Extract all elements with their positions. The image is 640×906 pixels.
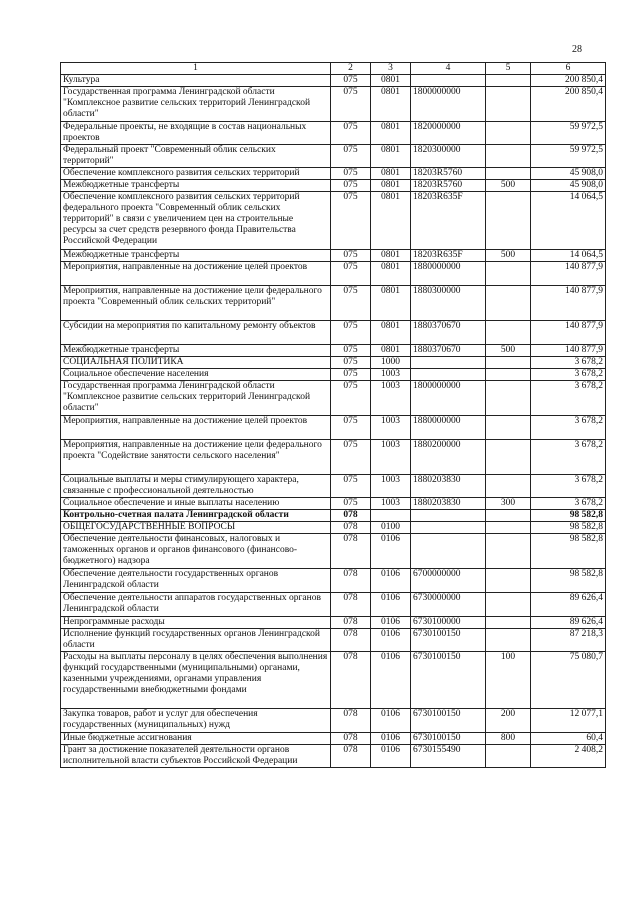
row-expense-type bbox=[486, 87, 531, 122]
row-section-code: 0801 bbox=[371, 192, 411, 250]
row-amount: 60,4 bbox=[531, 733, 606, 745]
row-amount: 59 972,5 bbox=[531, 145, 606, 168]
row-gr-code: 075 bbox=[331, 357, 371, 369]
row-gr-code: 078 bbox=[331, 593, 371, 617]
row-expense-type bbox=[486, 475, 531, 498]
row-section-code: 0106 bbox=[371, 709, 411, 733]
row-section-code: 0106 bbox=[371, 745, 411, 768]
table-row bbox=[61, 122, 606, 145]
table-row bbox=[61, 145, 606, 168]
row-gr-code: 075 bbox=[331, 87, 371, 122]
row-expense-type bbox=[486, 745, 531, 768]
row-section-code: 0106 bbox=[371, 733, 411, 745]
row-section-code: 1003 bbox=[371, 381, 411, 416]
row-target-code: 1820000000 bbox=[411, 122, 486, 145]
table-row bbox=[61, 321, 606, 345]
row-amount: 59 972,5 bbox=[531, 122, 606, 145]
row-amount: 3 678,2 bbox=[531, 369, 606, 381]
row-gr-code: 075 bbox=[331, 168, 371, 180]
row-target-code: 1880200000 bbox=[411, 440, 486, 475]
row-amount: 98 582,8 bbox=[531, 534, 606, 569]
table-header-row bbox=[61, 63, 606, 75]
row-target-code: 1880000000 bbox=[411, 416, 486, 440]
row-section-code: 0106 bbox=[371, 534, 411, 569]
row-name: Межбюджетные трансферты bbox=[61, 345, 331, 357]
row-target-code bbox=[411, 522, 486, 534]
row-target-code: 1880203830 bbox=[411, 475, 486, 498]
row-section-code: 1000 bbox=[371, 357, 411, 369]
column-header: 6 bbox=[531, 63, 606, 75]
row-section-code: 1003 bbox=[371, 498, 411, 510]
row-expense-type bbox=[486, 440, 531, 475]
row-target-code bbox=[411, 357, 486, 369]
row-section-code: 0801 bbox=[371, 168, 411, 180]
row-name: Непрограммные расходы bbox=[61, 617, 331, 629]
page-number: 28 bbox=[572, 44, 582, 55]
table-row bbox=[61, 510, 606, 522]
row-gr-code: 075 bbox=[331, 192, 371, 250]
column-header: 2 bbox=[331, 63, 371, 75]
row-name: Социальные выплаты и меры стимулирующего характера, связанные с профессиональной деятельностью bbox=[61, 475, 331, 498]
row-name: Исполнение функций государственных органов Ленинградской области bbox=[61, 629, 331, 652]
table-row bbox=[61, 345, 606, 357]
row-section-code: 0801 bbox=[371, 345, 411, 357]
row-target-code: 6730100150 bbox=[411, 652, 486, 709]
row-expense-type: 500 bbox=[486, 180, 531, 192]
table-row bbox=[61, 652, 606, 709]
column-header: 3 bbox=[371, 63, 411, 75]
table-row bbox=[61, 498, 606, 510]
table-row bbox=[61, 629, 606, 652]
row-amount: 3 678,2 bbox=[531, 475, 606, 498]
row-gr-code: 075 bbox=[331, 498, 371, 510]
row-gr-code: 075 bbox=[331, 345, 371, 357]
row-expense-type bbox=[486, 629, 531, 652]
row-target-code bbox=[411, 75, 486, 87]
row-amount: 75 080,7 bbox=[531, 652, 606, 709]
row-amount: 200 850,4 bbox=[531, 75, 606, 87]
row-amount: 98 582,8 bbox=[531, 522, 606, 534]
row-amount: 3 678,2 bbox=[531, 357, 606, 369]
row-section-code: 0100 bbox=[371, 522, 411, 534]
table-row bbox=[61, 262, 606, 286]
row-target-code: 6730100000 bbox=[411, 617, 486, 629]
table-row bbox=[61, 534, 606, 569]
row-amount: 14 064,5 bbox=[531, 192, 606, 250]
row-amount: 45 908,0 bbox=[531, 168, 606, 180]
table-body bbox=[61, 75, 606, 768]
row-expense-type bbox=[486, 617, 531, 629]
row-gr-code: 078 bbox=[331, 709, 371, 733]
row-name: Межбюджетные трансферты bbox=[61, 180, 331, 192]
column-header: 4 bbox=[411, 63, 486, 75]
row-expense-type bbox=[486, 122, 531, 145]
row-target-code: 18203R635F bbox=[411, 250, 486, 262]
row-target-code bbox=[411, 510, 486, 522]
row-section-code: 1003 bbox=[371, 440, 411, 475]
row-target-code: 6700000000 bbox=[411, 569, 486, 593]
row-name: Государственная программа Ленинградской области "Комплексное развитие сельских территорий Ленинградской области" bbox=[61, 381, 331, 416]
row-name: Федеральные проекты, не входящие в состав национальных проектов bbox=[61, 122, 331, 145]
row-name: Закупка товаров, работ и услуг для обеспечения государственных (муниципальных) нужд bbox=[61, 709, 331, 733]
row-target-code: 1800000000 bbox=[411, 381, 486, 416]
table-row bbox=[61, 180, 606, 192]
row-section-code: 0801 bbox=[371, 286, 411, 321]
row-amount: 12 077,1 bbox=[531, 709, 606, 733]
row-name: Обеспечение деятельности финансовых, налоговых и таможенных органов и органов финансового (финансово-бюджетного) надзора bbox=[61, 534, 331, 569]
row-amount: 200 850,4 bbox=[531, 87, 606, 122]
row-target-code: 18203R5760 bbox=[411, 180, 486, 192]
row-gr-code: 078 bbox=[331, 510, 371, 522]
row-section-code: 0801 bbox=[371, 262, 411, 286]
table-row bbox=[61, 475, 606, 498]
row-name: СОЦИАЛЬНАЯ ПОЛИТИКА bbox=[61, 357, 331, 369]
row-section-code: 0106 bbox=[371, 617, 411, 629]
row-target-code: 6730000000 bbox=[411, 593, 486, 617]
row-expense-type bbox=[486, 569, 531, 593]
row-gr-code: 075 bbox=[331, 321, 371, 345]
row-expense-type bbox=[486, 145, 531, 168]
row-section-code: 0801 bbox=[371, 122, 411, 145]
row-name: Расходы на выплаты персоналу в целях обеспечения выполнения функций государственными (муниципальными) органами, казенными учреждениями, органами управления государственными внебюджетными фондами bbox=[61, 652, 331, 709]
table-row bbox=[61, 357, 606, 369]
row-section-code: 1003 bbox=[371, 416, 411, 440]
row-amount: 2 408,2 bbox=[531, 745, 606, 768]
row-amount: 140 877,9 bbox=[531, 321, 606, 345]
row-gr-code: 078 bbox=[331, 733, 371, 745]
row-section-code: 0106 bbox=[371, 652, 411, 709]
row-section-code bbox=[371, 510, 411, 522]
table-row bbox=[61, 250, 606, 262]
row-target-code: 1880370670 bbox=[411, 321, 486, 345]
row-gr-code: 075 bbox=[331, 475, 371, 498]
row-gr-code: 078 bbox=[331, 522, 371, 534]
row-expense-type bbox=[486, 262, 531, 286]
row-name: Обеспечение деятельности аппаратов государственных органов Ленинградской области bbox=[61, 593, 331, 617]
row-expense-type bbox=[486, 593, 531, 617]
row-section-code: 0801 bbox=[371, 250, 411, 262]
row-amount: 87 218,3 bbox=[531, 629, 606, 652]
row-name: Государственная программа Ленинградской области "Комплексное развитие сельских территорий Ленинградской области" bbox=[61, 87, 331, 122]
row-expense-type bbox=[486, 522, 531, 534]
row-amount: 140 877,9 bbox=[531, 286, 606, 321]
row-expense-type bbox=[486, 357, 531, 369]
row-amount: 140 877,9 bbox=[531, 345, 606, 357]
table-row bbox=[61, 192, 606, 250]
row-name: Мероприятия, направленные на достижение цели федерального проекта "Содействие занятости сельского населения" bbox=[61, 440, 331, 475]
row-name: Культура bbox=[61, 75, 331, 87]
table-row bbox=[61, 745, 606, 768]
row-target-code: 1800000000 bbox=[411, 87, 486, 122]
row-amount: 14 064,5 bbox=[531, 250, 606, 262]
row-gr-code: 075 bbox=[331, 75, 371, 87]
row-amount: 3 678,2 bbox=[531, 381, 606, 416]
row-expense-type: 500 bbox=[486, 250, 531, 262]
table-row bbox=[61, 381, 606, 416]
row-target-code: 1880370670 bbox=[411, 345, 486, 357]
row-expense-type bbox=[486, 321, 531, 345]
row-name: Иные бюджетные ассигнования bbox=[61, 733, 331, 745]
row-amount: 45 908,0 bbox=[531, 180, 606, 192]
row-target-code: 1880300000 bbox=[411, 286, 486, 321]
table-row bbox=[61, 617, 606, 629]
row-section-code: 0801 bbox=[371, 87, 411, 122]
row-amount: 98 582,8 bbox=[531, 569, 606, 593]
row-expense-type bbox=[486, 534, 531, 569]
row-section-code: 0801 bbox=[371, 145, 411, 168]
row-gr-code: 075 bbox=[331, 416, 371, 440]
row-amount: 89 626,4 bbox=[531, 593, 606, 617]
row-amount: 3 678,2 bbox=[531, 440, 606, 475]
row-name: Обеспечение деятельности государственных органов Ленинградской области bbox=[61, 569, 331, 593]
row-target-code bbox=[411, 534, 486, 569]
table-row bbox=[61, 286, 606, 321]
row-gr-code: 075 bbox=[331, 122, 371, 145]
row-gr-code: 075 bbox=[331, 180, 371, 192]
row-expense-type bbox=[486, 510, 531, 522]
table-row bbox=[61, 569, 606, 593]
row-section-code: 1003 bbox=[371, 369, 411, 381]
row-gr-code: 075 bbox=[331, 145, 371, 168]
row-section-code: 0106 bbox=[371, 569, 411, 593]
row-gr-code: 078 bbox=[331, 652, 371, 709]
row-section-code: 0801 bbox=[371, 180, 411, 192]
row-target-code: 1880000000 bbox=[411, 262, 486, 286]
row-name: Субсидии на мероприятия по капитальному ремонту объектов bbox=[61, 321, 331, 345]
row-gr-code: 075 bbox=[331, 381, 371, 416]
row-expense-type bbox=[486, 381, 531, 416]
row-target-code: 18203R635F bbox=[411, 192, 486, 250]
table-row bbox=[61, 733, 606, 745]
row-amount: 3 678,2 bbox=[531, 416, 606, 440]
table-row bbox=[61, 416, 606, 440]
row-gr-code: 075 bbox=[331, 440, 371, 475]
row-expense-type bbox=[486, 369, 531, 381]
row-target-code: 1820300000 bbox=[411, 145, 486, 168]
row-target-code: 6730100150 bbox=[411, 629, 486, 652]
row-name: Мероприятия, направленные на достижение целей проектов bbox=[61, 416, 331, 440]
row-expense-type: 300 bbox=[486, 498, 531, 510]
row-name: ОБЩЕГОСУДАРСТВЕННЫЕ ВОПРОСЫ bbox=[61, 522, 331, 534]
row-target-code: 18203R5760 bbox=[411, 168, 486, 180]
row-expense-type: 200 bbox=[486, 709, 531, 733]
row-expense-type bbox=[486, 75, 531, 87]
row-target-code: 6730100150 bbox=[411, 709, 486, 733]
row-name: Федеральный проект "Современный облик сельских территорий" bbox=[61, 145, 331, 168]
row-target-code: 6730100150 bbox=[411, 733, 486, 745]
row-name: Грант за достижение показателей деятельности органов исполнительной власти субъектов Российской Федерации bbox=[61, 745, 331, 768]
row-expense-type: 100 bbox=[486, 652, 531, 709]
row-gr-code: 078 bbox=[331, 745, 371, 768]
row-gr-code: 075 bbox=[331, 262, 371, 286]
table-row bbox=[61, 87, 606, 122]
row-expense-type bbox=[486, 192, 531, 250]
row-amount: 140 877,9 bbox=[531, 262, 606, 286]
row-amount: 89 626,4 bbox=[531, 617, 606, 629]
row-target-code: 1880203830 bbox=[411, 498, 486, 510]
row-name: Социальное обеспечение и иные выплаты населению bbox=[61, 498, 331, 510]
row-target-code bbox=[411, 369, 486, 381]
row-section-code: 0106 bbox=[371, 629, 411, 652]
row-gr-code: 078 bbox=[331, 569, 371, 593]
row-name: Обеспечение комплексного развития сельских территорий bbox=[61, 168, 331, 180]
table-row bbox=[61, 369, 606, 381]
row-name: Обеспечение комплексного развития сельских территорий федерального проекта "Современный облик сельских территорий" в связи с увеличением цен на строительные ресурсы за счет средств резервного фонда Правительства Российской Федерации bbox=[61, 192, 331, 250]
table-row bbox=[61, 593, 606, 617]
row-name: Межбюджетные трансферты bbox=[61, 250, 331, 262]
row-gr-code: 078 bbox=[331, 629, 371, 652]
row-section-code: 0106 bbox=[371, 593, 411, 617]
column-header: 1 bbox=[61, 63, 331, 75]
row-gr-code: 078 bbox=[331, 534, 371, 569]
row-section-code: 1003 bbox=[371, 475, 411, 498]
row-gr-code: 075 bbox=[331, 369, 371, 381]
row-expense-type: 500 bbox=[486, 345, 531, 357]
table-row bbox=[61, 168, 606, 180]
row-expense-type bbox=[486, 286, 531, 321]
row-section-code: 0801 bbox=[371, 321, 411, 345]
row-expense-type bbox=[486, 168, 531, 180]
row-section-code: 0801 bbox=[371, 75, 411, 87]
table-row bbox=[61, 75, 606, 87]
row-name: Социальное обеспечение населения bbox=[61, 369, 331, 381]
column-header: 5 bbox=[486, 63, 531, 75]
table-row bbox=[61, 709, 606, 733]
row-amount: 98 582,8 bbox=[531, 510, 606, 522]
row-name: Контрольно-счетная палата Ленинградской области bbox=[61, 510, 331, 522]
row-amount: 3 678,2 bbox=[531, 498, 606, 510]
row-expense-type bbox=[486, 416, 531, 440]
row-gr-code: 075 bbox=[331, 286, 371, 321]
row-name: Мероприятия, направленные на достижение целей проектов bbox=[61, 262, 331, 286]
row-expense-type: 800 bbox=[486, 733, 531, 745]
table-row bbox=[61, 522, 606, 534]
row-gr-code: 078 bbox=[331, 617, 371, 629]
row-gr-code: 075 bbox=[331, 250, 371, 262]
row-target-code: 6730155490 bbox=[411, 745, 486, 768]
row-name: Мероприятия, направленные на достижение цели федерального проекта "Современный облик сельских территорий" bbox=[61, 286, 331, 321]
budget-table bbox=[60, 62, 606, 768]
table-row bbox=[61, 440, 606, 475]
